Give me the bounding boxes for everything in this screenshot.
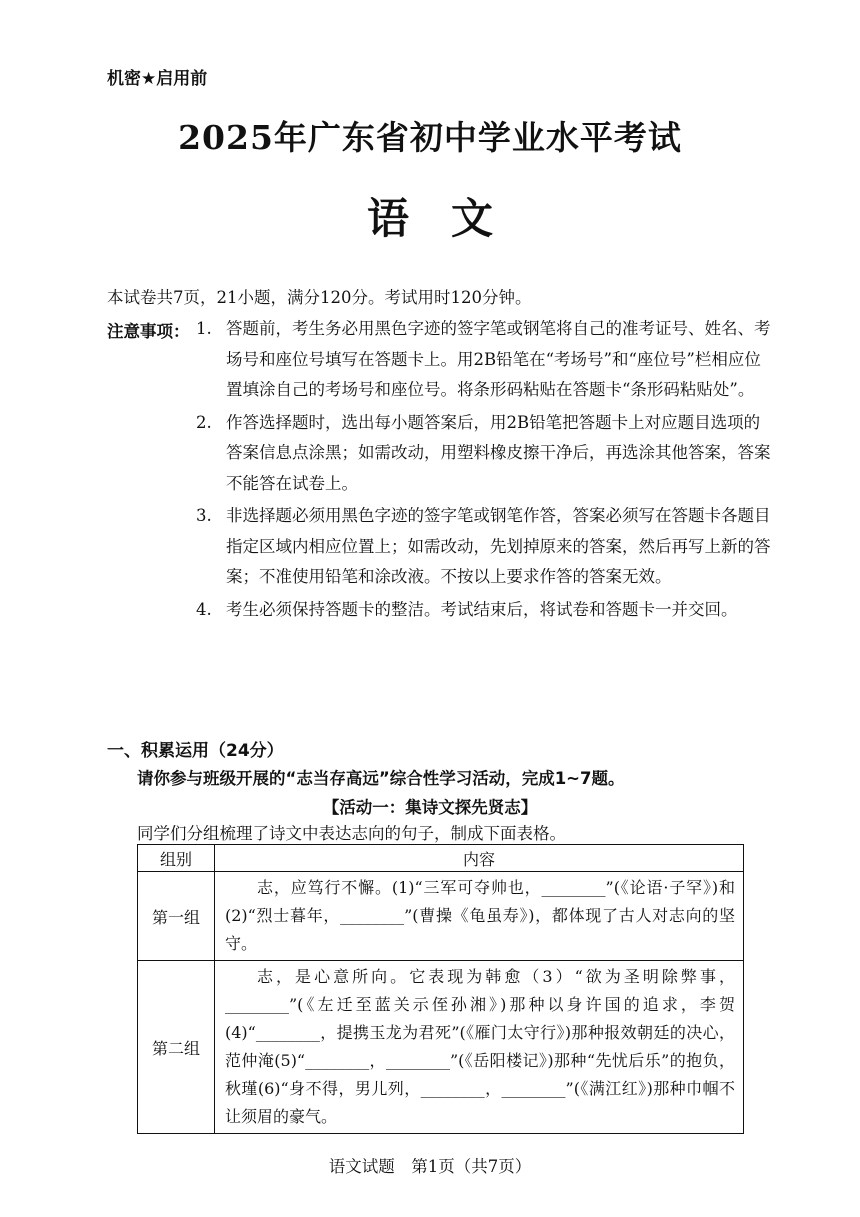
notice-text: 答题前，考生务必用黑色字迹的签字笔或钢笔将自己的准考证号、姓名、考场号和座位号填写在答题卡上。用2B铅笔在“考场号”和“座位号”栏相应位置填涂自己的考场号和座位号。将条形码粘贴在答题卡“条形码粘贴处”。 [226,319,771,399]
confidential-label: 机密★启用前 [107,69,208,89]
notice-number: 3. [196,506,212,525]
table-row [138,961,744,1134]
table-header-row [138,845,744,872]
notice-list [196,314,776,627]
group-cell: 第二组 [138,961,215,1134]
notice-text: 作答选择题时，选出每小题答案后，用2B铅笔把答题卡上对应题目选项的答案信息点涂黑；如需改动，用塑料橡皮擦干净后，再选涂其他答案，答案不能答在试卷上。 [226,412,771,493]
notice-item [196,595,776,626]
notice-number: 1. [196,319,212,338]
notice-item [196,408,776,500]
page-footer: 语文试题 第1页（共7页） [328,1157,532,1176]
section-heading: 一、积累运用（24分） [107,741,284,761]
subject-title: 语 文 [366,194,493,243]
table-row [138,872,744,961]
notice-text: 考生必须保持答题卡的整洁。考试结束后，将试卷和答题卡一并交回。 [226,599,738,619]
activity-title: 【活动一：集诗文探先贤志】 [322,798,538,817]
poetry-table [137,844,744,1134]
table-header-group: 组别 [138,845,215,872]
section-instruction: 请你参与班级开展的“志当存高远”综合性学习活动，完成1~7题。 [137,769,625,788]
group-cell: 第一组 [138,872,215,961]
exam-summary: 本试卷共7页，21小题，满分120分。考试用时120分钟。 [107,288,532,307]
notice-item [196,501,776,593]
notice-text: 非选择题必须用黑色字迹的签字笔或钢笔作答，答案必须写在答题卡各题目指定区域内相应位置上；如需改动，先划掉原来的答案，然后再写上新的答案；不准使用铅笔和涂改液。不按以上要求作答的答案无效。 [226,506,771,586]
exam-title: 2025年广东省初中学业水平考试 [178,118,682,157]
content-cell: 志，是心意所向。它表现为韩愈（3）“欲为圣明除弊事，________”(《左迁至蓝关示侄孙湘》)那种以身许国的追求，李贺(4)“________，提携玉龙为君死”(《雁门太守行》)那种报效朝廷的决心，范仲淹(5)“________，________”(《岳阳楼记》)那种“先忧后乐”的抱负，秋瑾(6)“身不得，男儿列，________，________”(《满江红》)那种巾帼不让须眉的豪气。 [215,961,744,1134]
content-cell: 志，应笃行不懈。(1)“三军可夺帅也，________”(《论语·子罕》)和(2)“烈士暮年，________”(曹操《龟虽寿》)，都体现了古人对志向的坚守。 [215,872,744,961]
notice-number: 4. [196,599,212,619]
table-header-content: 内容 [215,845,744,872]
notice-number: 2. [196,412,212,432]
notice-heading: 注意事项： [107,322,190,341]
notice-item [196,314,776,406]
activity-intro: 同学们分组梳理了诗文中表达志向的句子，制成下面表格。 [137,824,566,843]
